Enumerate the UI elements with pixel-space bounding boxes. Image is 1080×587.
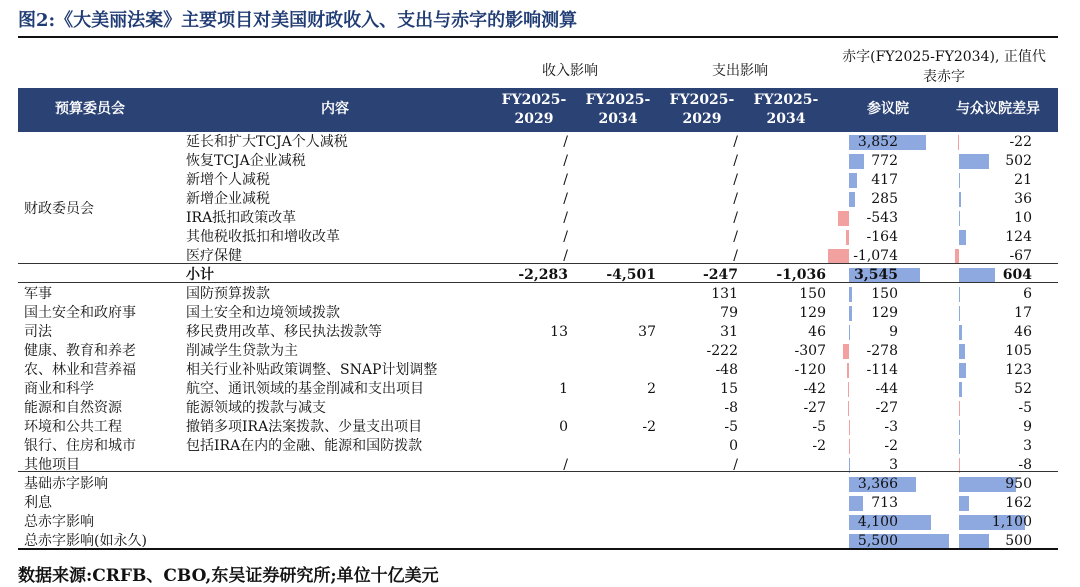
revenue-group-header: 收入影响 — [542, 63, 598, 79]
content-cell: 国土安全和边境领域拨款 — [186, 305, 340, 321]
committee-cell: 总赤字影响(如永久) — [24, 533, 147, 549]
sp-2034-cell: -307 — [794, 343, 826, 359]
content-cell: IRA抵扣政策改革 — [186, 210, 297, 226]
rev-2029-cell: 0 — [559, 419, 568, 435]
sp-2029-cell: -48 — [715, 362, 738, 378]
content-cell: 医疗保健 — [186, 248, 242, 264]
diff-cell: 6 — [1023, 286, 1032, 302]
diff-cell: 52 — [1014, 381, 1032, 397]
diff-cell: 162 — [1005, 495, 1032, 511]
sp-2034-cell: 150 — [799, 286, 826, 302]
content-cell: 小计 — [186, 267, 214, 283]
committee-cell: 司法 — [24, 324, 52, 340]
sp-2029-cell: / — [733, 210, 738, 226]
diff-cell: -67 — [1009, 248, 1032, 264]
col-rev-2029: FY2025-2029 — [501, 92, 567, 127]
sp-2029-cell: 79 — [720, 305, 738, 321]
committee-cell: 国土安全和政府事 — [24, 305, 136, 321]
content-cell: 新增个人减税 — [186, 172, 270, 188]
rev-2029-cell: / — [563, 210, 568, 226]
senate-cell: -2 — [884, 438, 898, 454]
senate-cell: 5,500 — [857, 533, 898, 549]
content-cell: 国防预算拨款 — [186, 286, 270, 302]
rev-2034-cell: -2 — [642, 419, 656, 435]
rev-2029-cell: / — [563, 134, 568, 150]
sp-2029-cell: -8 — [724, 400, 738, 416]
sp-2029-cell: -222 — [706, 343, 738, 359]
senate-cell: -114 — [866, 362, 898, 378]
col-sp-2034: FY2025-2034 — [753, 92, 819, 127]
senate-cell: 3 — [889, 457, 898, 473]
sp-2029-cell: 0 — [729, 438, 738, 454]
senate-cell: -164 — [866, 229, 898, 245]
diff-cell: 950 — [1005, 476, 1032, 492]
sp-2034-cell: -27 — [803, 400, 826, 416]
committee-cell: 利息 — [24, 495, 52, 511]
diff-cell: -5 — [1018, 400, 1032, 416]
senate-cell: 417 — [871, 172, 898, 188]
senate-cell: 9 — [889, 324, 898, 340]
figure-caption: 图2:《大美丽法案》主要项目对美国财政收入、支出与赤字的影响测算 — [18, 10, 578, 31]
rev-2029-cell: / — [563, 191, 568, 207]
col-sp-2029: FY2025-2029 — [669, 92, 735, 127]
deficit-group-header: 赤字(FY2025-FY2034), 正值代表赤字 — [842, 49, 1046, 85]
sp-2029-cell: 31 — [720, 324, 738, 340]
senate-cell: 713 — [871, 495, 898, 511]
senate-cell: 285 — [871, 191, 898, 207]
senate-cell: 3,366 — [857, 476, 898, 492]
spending-group-header: 支出影响 — [712, 63, 768, 79]
sp-2029-cell: / — [733, 172, 738, 188]
diff-cell: 36 — [1014, 191, 1032, 207]
committee-cell: 总赤字影响 — [24, 514, 94, 530]
sp-2034-cell: -1,036 — [776, 267, 826, 283]
sp-2029-cell: / — [733, 457, 738, 473]
diff-cell: 124 — [1005, 229, 1032, 245]
rev-2029-cell: / — [563, 457, 568, 473]
sp-2034-cell: 46 — [808, 324, 826, 340]
sp-2029-cell: -5 — [724, 419, 738, 435]
col-content: 内容 — [321, 101, 349, 117]
diff-cell: 10 — [1014, 210, 1032, 226]
rev-2029-cell: 1 — [559, 381, 568, 397]
senate-cell: 3,852 — [857, 134, 898, 150]
sp-2034-cell: -5 — [812, 419, 826, 435]
diff-cell: 21 — [1014, 172, 1032, 188]
sp-2029-cell: 15 — [720, 381, 738, 397]
diff-cell: 105 — [1005, 343, 1032, 359]
rev-2029-cell: / — [563, 172, 568, 188]
committee-cell: 健康、教育和养老 — [24, 343, 136, 359]
bottom-rule — [18, 548, 1058, 550]
sp-2029-cell: / — [733, 191, 738, 207]
senate-cell: -27 — [875, 400, 898, 416]
source-note: 数据来源:CRFB、CBO,东吴证券研究所;单位十亿美元 — [18, 566, 439, 586]
senate-cell: 129 — [871, 305, 898, 321]
col-diff: 与众议院差异 — [956, 101, 1040, 117]
sp-2034-cell: -120 — [794, 362, 826, 378]
diff-cell: 502 — [1005, 153, 1032, 169]
diff-cell: 17 — [1014, 305, 1032, 321]
content-cell: 削减学生贷款为主 — [186, 343, 298, 359]
senate-cell: -1,074 — [853, 248, 898, 264]
content-cell: 航空、通讯领域的基金削减和支出项目 — [186, 381, 424, 397]
diff-cell: -8 — [1018, 457, 1032, 473]
rev-2029-cell: / — [563, 248, 568, 264]
summary-rule — [18, 471, 1058, 472]
committee-cell: 其他项目 — [24, 457, 80, 473]
content-cell: 延长和扩大TCJA个人减税 — [186, 134, 348, 150]
rev-2029-cell: / — [563, 229, 568, 245]
senate-cell: -543 — [866, 210, 898, 226]
rev-2029-cell: -2,283 — [518, 267, 568, 283]
committee-finance: 财政委员会 — [24, 201, 94, 217]
senate-cell: 772 — [871, 153, 898, 169]
sp-2029-cell: / — [733, 248, 738, 264]
diff-cell: 123 — [1005, 362, 1032, 378]
senate-cell: 150 — [871, 286, 898, 302]
col-senate: 参议院 — [867, 101, 909, 117]
committee-cell: 能源和自然资源 — [24, 400, 122, 416]
diff-cell: -22 — [1009, 134, 1032, 150]
sp-2029-cell: 131 — [711, 286, 738, 302]
committee-cell: 农、林业和营养福 — [24, 362, 136, 378]
sp-2029-cell: / — [733, 134, 738, 150]
committee-cell: 银行、住房和城市 — [24, 438, 136, 454]
committee-cell: 环境和公共工程 — [24, 419, 122, 435]
top-rule — [18, 36, 1058, 38]
sp-2034-cell: -2 — [812, 438, 826, 454]
committee-cell: 商业和科学 — [24, 381, 94, 397]
diff-cell: 46 — [1014, 324, 1032, 340]
diff-cell: 604 — [1002, 267, 1032, 283]
content-cell: 撤销多项IRA法案拨款、少量支出项目 — [186, 419, 423, 435]
senate-cell: -278 — [866, 343, 898, 359]
content-cell: 包括IRA在内的金融、能源和国防拨款 — [186, 438, 423, 454]
rev-2029-cell: / — [563, 153, 568, 169]
rev-2034-cell: -4,501 — [606, 267, 656, 283]
sp-2029-cell: / — [733, 229, 738, 245]
senate-cell: 4,100 — [857, 514, 898, 530]
committee-cell: 军事 — [24, 286, 52, 302]
rev-2034-cell: 37 — [638, 324, 656, 340]
sp-2034-cell: 129 — [799, 305, 826, 321]
diff-cell: 3 — [1023, 438, 1032, 454]
senate-cell: -44 — [875, 381, 898, 397]
subtotal-rule-top — [18, 263, 1058, 264]
content-cell: 能源领域的拨款与减支 — [186, 400, 326, 416]
subtotal-rule-bottom — [18, 282, 1058, 283]
diff-cell: 1,100 — [991, 514, 1032, 530]
content-cell: 恢复TCJA企业减税 — [186, 153, 306, 169]
sp-2034-cell: -42 — [803, 381, 826, 397]
rev-2029-cell: 13 — [550, 324, 568, 340]
rev-2034-cell: 2 — [647, 381, 656, 397]
diff-cell: 9 — [1023, 419, 1032, 435]
sp-2029-cell: -247 — [702, 267, 738, 283]
content-cell: 移民费用改革、移民执法拨款等 — [186, 324, 382, 340]
sp-2029-cell: / — [733, 153, 738, 169]
content-cell: 其他税收抵扣和增收改革 — [186, 229, 340, 245]
senate-cell: 3,545 — [854, 267, 898, 283]
senate-cell: -3 — [884, 419, 898, 435]
col-rev-2034: FY2025-2034 — [585, 92, 651, 127]
content-cell: 新增企业减税 — [186, 191, 270, 207]
col-committee: 预算委员会 — [55, 101, 125, 117]
diff-cell: 500 — [1005, 533, 1032, 549]
content-cell: 相关行业补贴政策调整、SNAP计划调整 — [186, 362, 438, 378]
committee-cell: 基础赤字影响 — [24, 476, 108, 492]
